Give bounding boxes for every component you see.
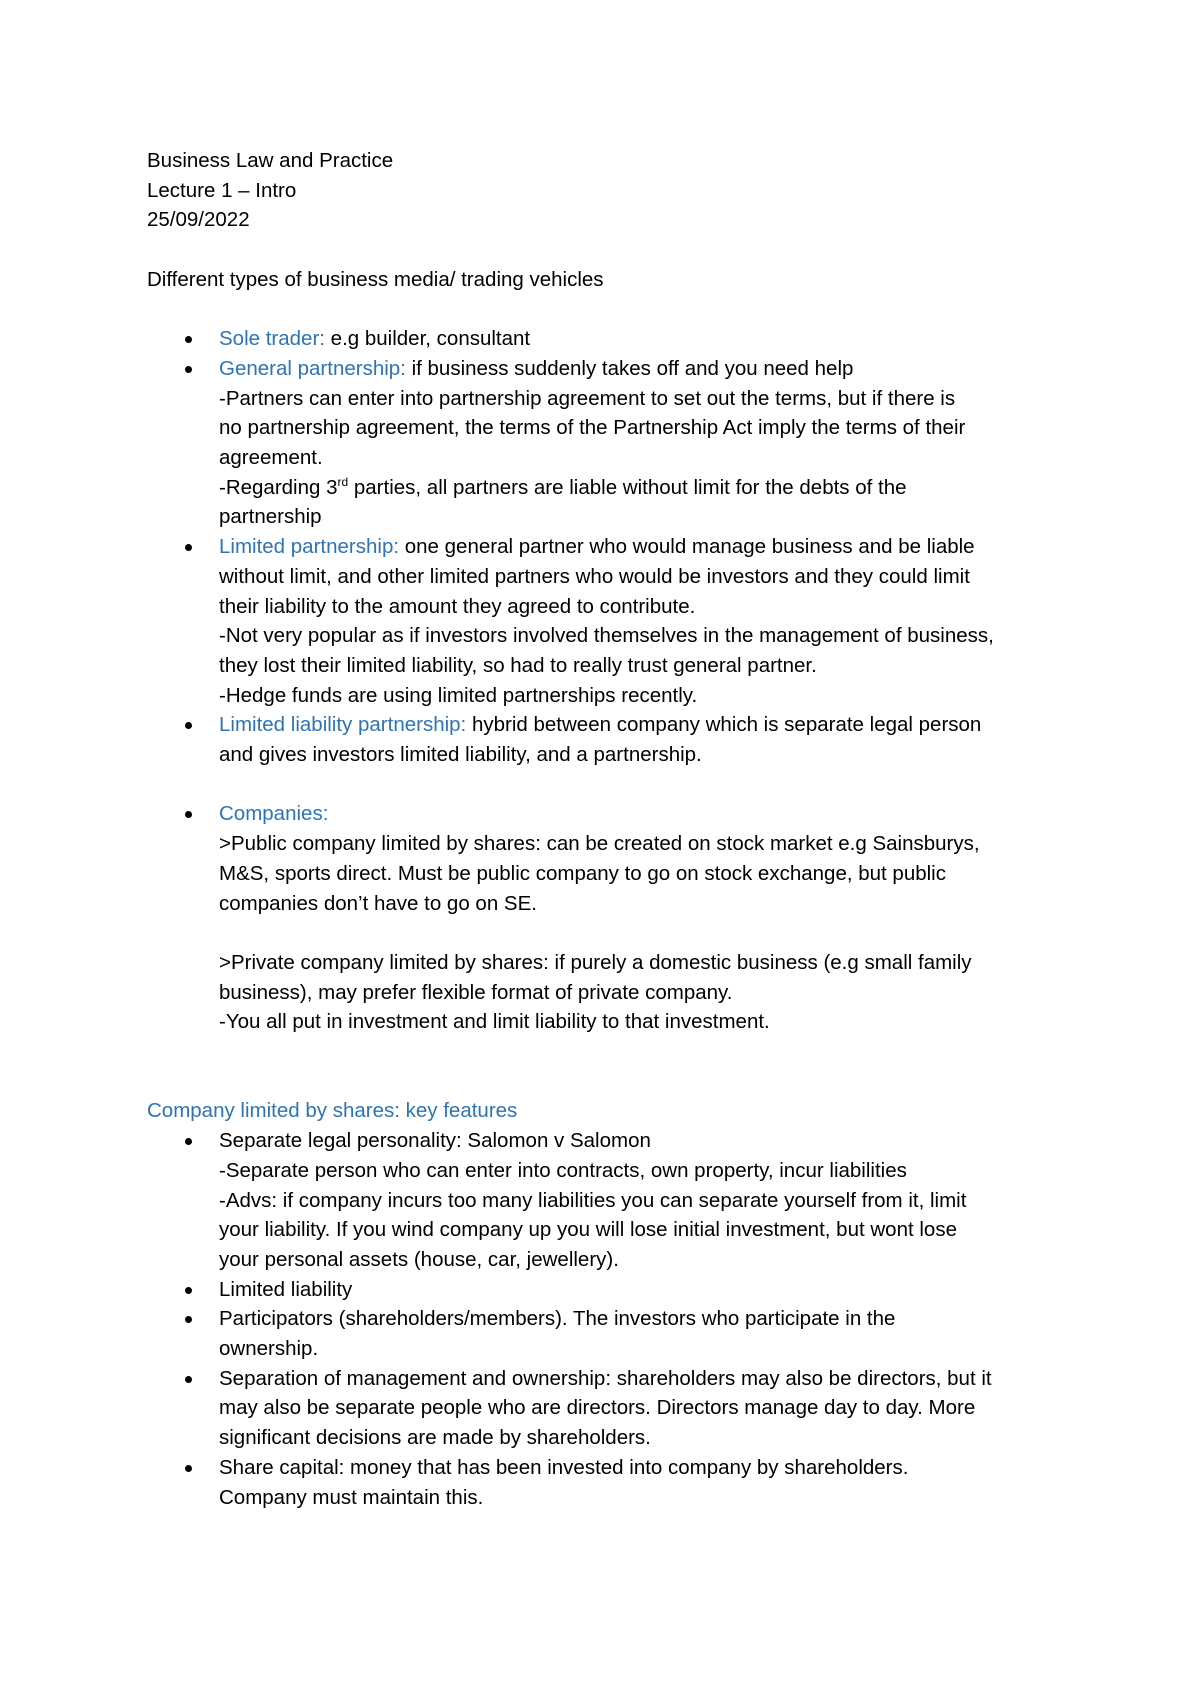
text-line: -Not very popular as if investors involved themselves in the management of business, (219, 624, 994, 648)
key-features-list (147, 1126, 1100, 1512)
sole-trader-text: e.g builder, consultant (324, 327, 531, 351)
lecture-label: Lecture 1 – Intro (147, 178, 297, 202)
text-line: -Hedge funds are using limited partnerships recently. (219, 683, 698, 707)
text-line: Separation of management and ownership: shareholders may also be directors, but it (219, 1366, 992, 1390)
text-line: your liability. If you wind company up you will lose initial investment, but wont lose (219, 1218, 957, 1242)
general-partnership-text: if business suddenly takes off and you need help (405, 356, 854, 380)
text-line: partnership (219, 505, 322, 529)
spacer (147, 1037, 1100, 1067)
text-line: and gives investors limited liability, and a partnership. (219, 743, 702, 767)
llp-label: Limited liability partnership: (219, 713, 467, 737)
text-line: M&S, sports direct. Must be public company to go on stock exchange, but public (219, 861, 946, 885)
list-item-limited-partnership (147, 532, 1100, 710)
general-partnership-label: General partnership: (219, 356, 406, 380)
text-line: without limit, and other limited partners who would be investors and they could limit (219, 564, 970, 588)
key-features-heading: Company limited by shares: key features (147, 1099, 518, 1123)
list-item-share-capital (147, 1453, 1100, 1512)
limited-partnership-text: one general partner who would manage business and be liable (399, 535, 975, 559)
list-item-general-partnership (147, 354, 1100, 532)
list-item-separation-management (147, 1364, 1100, 1453)
list-item-separate-legal-personality (147, 1126, 1100, 1275)
list-item-companies (147, 799, 1100, 1037)
text-line: Limited liability (219, 1277, 353, 1301)
third-parties-line: -Regarding 3rd parties, all partners are liable without limit for the debts of the (219, 474, 907, 499)
ordinal-superscript: rd (337, 474, 349, 489)
text-line: -Partners can enter into partnership agreement to set out the terms, but if there is (219, 386, 956, 410)
text-line: their liability to the amount they agreed to contribute. (219, 594, 696, 618)
list-item-llp (147, 710, 1100, 799)
document-title: Business Law and Practice (147, 149, 394, 172)
sole-trader-label: Sole trader: (219, 327, 325, 351)
list-item-participators (147, 1304, 1100, 1363)
llp-text: hybrid between company which is separate legal person (466, 713, 982, 737)
spacer (147, 1067, 1100, 1097)
text-line: Separate legal personality: Salomon v Salomon (219, 1129, 651, 1153)
text-line: business), may prefer flexible format of private company. (219, 980, 733, 1004)
text-line: >Public company limited by shares: can be created on stock market e.g Sainsburys, (219, 832, 980, 856)
lecture-date: 25/09/2022 (147, 208, 250, 232)
companies-label: Companies: (219, 802, 329, 826)
spacer (147, 295, 1100, 325)
list-item-sole-trader (147, 324, 1100, 354)
text-line: >Private company limited by shares: if purely a domestic business (e.g small family (219, 950, 972, 974)
vehicles-list (147, 324, 1100, 1037)
text-line: Participators (shareholders/members). The investors who participate in the (219, 1307, 896, 1331)
text-line: companies don’t have to go on SE. (219, 891, 537, 915)
list-item-limited-liability (147, 1275, 1100, 1305)
intro-heading: Different types of business media/ trading vehicles (147, 267, 604, 291)
text-line: may also be separate people who are directors. Directors manage day to day. More (219, 1396, 976, 1420)
text-line: no partnership agreement, the terms of the Partnership Act imply the terms of their (219, 416, 966, 440)
spacer (219, 918, 1100, 948)
text-line: they lost their limited liability, so had to really trust general partner. (219, 653, 817, 677)
spacer (219, 770, 1100, 800)
text-line: agreement. (219, 446, 323, 469)
text-line: ownership. (219, 1337, 319, 1361)
text-line: -Separate person who can enter into contracts, own property, incur liabilities (219, 1158, 907, 1182)
spacer (147, 235, 1100, 265)
text-line: -You all put in investment and limit liability to that investment. (219, 1010, 770, 1034)
text-line: Company must maintain this. (219, 1485, 484, 1509)
text-line: your personal assets (house, car, jewellery). (219, 1247, 619, 1271)
limited-partnership-label: Limited partnership: (219, 535, 400, 559)
text-line: -Advs: if company incurs too many liabilities you can separate yourself from it, limit (219, 1188, 967, 1212)
text-line: Share capital: money that has been invested into company by shareholders. (219, 1455, 909, 1479)
text-line: significant decisions are made by shareholders. (219, 1426, 651, 1450)
